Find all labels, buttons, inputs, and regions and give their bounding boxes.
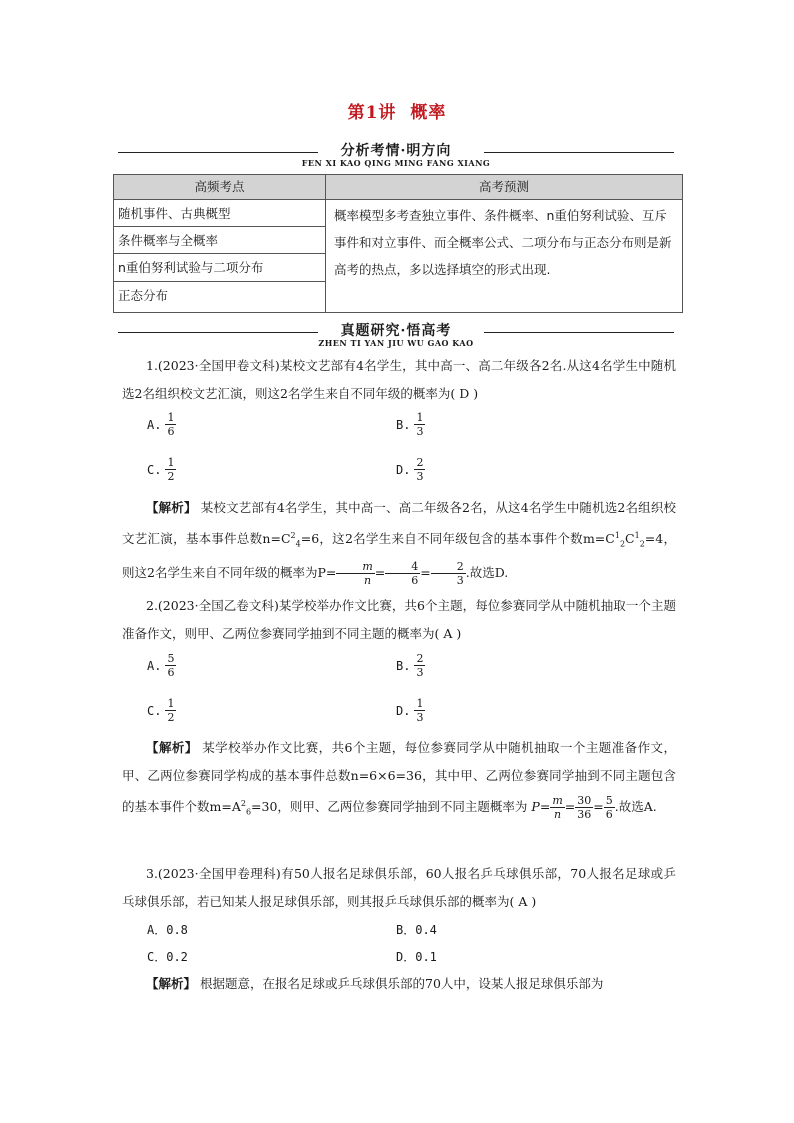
question-3-analysis: 【解析】 根据题意，在报名足球或乒乓球俱乐部的70人中，设某人报足球俱乐部为 bbox=[146, 976, 604, 991]
section-pinyin: FEN XI KAO QING MING FANG XIANG bbox=[301, 158, 491, 168]
topic-cell: 正态分布 bbox=[118, 287, 169, 303]
q2-option-a: A. $\frac{5}{6}$ bbox=[147, 652, 175, 679]
section-title: 真题研究·悟高考 bbox=[340, 323, 452, 339]
q1-option-c: C. $\frac{1}{2}$ bbox=[147, 456, 175, 483]
q1-option-a: A. $\frac{1}{6}$ bbox=[147, 411, 175, 438]
question-2-analysis: 【解析】 某学校举办作文比赛，共6个主题，每位参赛同学从中随机抽取一个主题准备作文，甲、乙两位参赛同学构成的基本事件总数n=6×6=36，其中甲、乙两位参赛同学抽到不同主题包含的基本事件个数$m=A^2_6=30$，则甲、乙两位参赛同学抽到不同主题概率为 P= $\frac{m}{n}$ = $\frac{30}{36}$ = $\frac{5}{6}$ .故选A. bbox=[122, 740, 676, 822]
q2-option-c: C. $\frac{1}{2}$ bbox=[147, 697, 175, 724]
q3-option-a: A．0.8 bbox=[147, 923, 188, 937]
analysis-label: 【解析】 bbox=[146, 500, 197, 515]
q1-option-b: B. $\frac{1}{3}$ bbox=[396, 411, 424, 438]
section-banner-analysis bbox=[118, 138, 674, 174]
lecture-topic: 概率 bbox=[410, 103, 447, 123]
analysis-label: 【解析】 bbox=[146, 740, 198, 755]
q3-option-c: C．0.2 bbox=[147, 950, 188, 964]
question-3-stem: 3.(2023·全国甲卷理科)有50人报名足球俱乐部，60人报名乒乓球俱乐部，70人报名足球或乒乓球俱乐部，若已知某人报足球俱乐部，则其报乒乓球俱乐部的概率为( A ) bbox=[122, 866, 676, 909]
forecast-cell: 概率模型多考查独立事件、条件概率、n重伯努利试验、互斥事件和对立事件、而全概率公式、二项分布与正态分布则是新高考的热点，多以选择填空的形式出现. bbox=[334, 208, 672, 277]
question-2-stem: 2.(2023·全国乙卷文科)某学校举办作文比赛，共6个主题，每位参赛同学从中随机抽取一个主题准备作文，则甲、乙两位参赛同学抽到不同主题的概率为( A ) bbox=[122, 598, 676, 641]
page-title bbox=[0, 98, 794, 123]
table-header-forecast: 高考预测 bbox=[478, 179, 529, 194]
section-banner-real-questions bbox=[118, 318, 674, 354]
exam-forecast-table bbox=[113, 174, 683, 313]
topic-cell: 随机事件、古典概型 bbox=[114, 200, 325, 227]
q1-option-d: D. $\frac{2}{3}$ bbox=[396, 456, 424, 483]
topic-cell: 条件概率与全概率 bbox=[114, 227, 325, 254]
q2-option-d: D. $\frac{1}{3}$ bbox=[396, 697, 424, 724]
lecture-number: 第1讲 bbox=[347, 103, 397, 123]
analysis-label: 【解析】 bbox=[146, 976, 197, 991]
q3-option-b: B．0.4 bbox=[396, 923, 437, 937]
q2-option-b: B. $\frac{2}{3}$ bbox=[396, 652, 424, 679]
topic-cell: n重伯努利试验与二项分布 bbox=[114, 254, 325, 281]
question-1-analysis: 【解析】 某校文艺部有4名学生，其中高一、高二年级各2名，从这4名学生中随机选2名组织校文艺汇演，基本事件总数$n=C^2_4=6$，这2名学生来自不同年级包含的基本事件个数$m=C^1_2C^1_2=4$，则这2名学生来自不同年级的概率为P= $\frac{m}{n}$ = $\frac{4}{6}$ = $\frac{2}{3}$ .故选D. bbox=[122, 500, 676, 587]
question-1-stem: 1.(2023·全国甲卷文科)某校文艺部有4名学生，其中高一、高二年级各2名.从这4名学生中随机选2名组织校文艺汇演，则这2名学生来自不同年级的概率为( D ) bbox=[122, 358, 676, 401]
section-title: 分析考情·明方向 bbox=[340, 143, 452, 159]
section-pinyin: ZHEN TI YAN JIU WU GAO KAO bbox=[318, 338, 474, 348]
q3-option-d: D．0.1 bbox=[396, 950, 437, 964]
table-header-topics: 高频考点 bbox=[114, 175, 326, 199]
